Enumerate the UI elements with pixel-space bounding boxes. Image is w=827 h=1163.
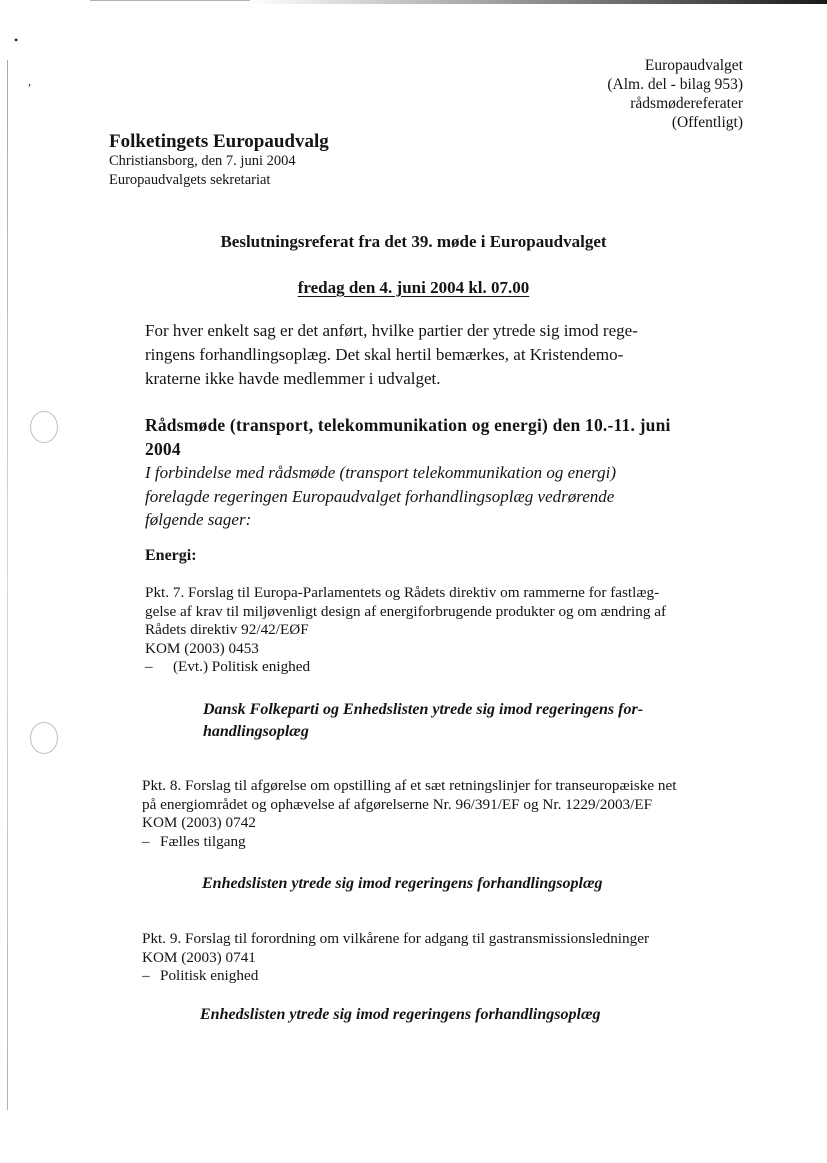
scan-edge-line	[90, 0, 250, 1]
scan-speck: •	[14, 33, 19, 47]
section-description-line: følgende sager:	[145, 510, 252, 529]
agenda-item-line: Pkt. 8. Forslag til afgørelse om opstilling af et sæt retningslinjer for transeuropæiske net	[142, 777, 677, 794]
sender-name: Folketingets Europaudvalg	[109, 131, 329, 152]
sender-place-date: Christiansborg, den 7. juni 2004	[109, 153, 296, 169]
agenda-item-line: Pkt. 7. Forslag til Europa-Parlamentets og Rådets direktiv om rammerne for fastlæg-	[145, 584, 660, 601]
section-heading-line: Rådsmøde (transport, telekommunikation og energi) den 10.-11. juni	[145, 415, 671, 435]
agenda-item-line: KOM (2003) 0741	[142, 948, 256, 966]
sender-office: Europaudvalgets sekretariat	[109, 172, 271, 188]
intro-paragraph	[145, 319, 705, 391]
punch-hole	[30, 411, 58, 443]
status-text: Politisk enighed	[160, 967, 259, 984]
section-description	[145, 461, 705, 532]
party-objection	[202, 873, 722, 895]
agenda-item-status	[145, 658, 745, 677]
document-reference	[607, 56, 743, 132]
section-heading-line: 2004	[145, 439, 181, 459]
agenda-item	[145, 584, 745, 677]
reference-status: (Offentligt)	[671, 114, 743, 131]
meeting-date: fredag den 4. juni 2004 kl. 07.00	[297, 278, 530, 297]
agenda-item-line: på energiområdet og ophævelse af afgørelserne Nr. 96/391/EF og Nr. 1229/2003/EF	[142, 795, 653, 813]
party-objection	[203, 699, 723, 743]
intro-line: ringens forhandlingsoplæg. Det skal hertil bemærkes, at Kristendemo-	[145, 345, 624, 364]
agenda-item-line: KOM (2003) 0742	[142, 814, 256, 831]
party-objection-line: Enhedslisten ytrede sig imod regeringens forhandlingsoplæg	[202, 875, 603, 892]
document-title: Beslutningsreferat fra det 39. møde i Europaudvalget	[220, 232, 607, 251]
agenda-item-status	[142, 833, 762, 852]
scan-speck: ,	[28, 74, 31, 88]
category-heading: Energi:	[145, 547, 197, 564]
status-text: Fælles tilgang	[160, 832, 246, 850]
status-dash: –	[145, 658, 153, 675]
agenda-item	[142, 777, 762, 851]
agenda-item-line: Pkt. 9. Forslag til forordning om vilkårene for adgang til gastransmissionsledninger	[142, 930, 650, 947]
intro-line: For hver enkelt sag er det anført, hvilke partier der ytrede sig imod rege-	[145, 321, 638, 340]
agenda-item-line: KOM (2003) 0453	[145, 639, 259, 657]
reference-type: rådsmødereferater	[630, 95, 743, 112]
agenda-item-line: gelse af krav til miljøvenligt design af energiforbrugende produkter og om ændring af	[145, 602, 667, 620]
agenda-item-status	[142, 967, 762, 986]
section-description-line: forelagde regeringen Europaudvalget forhandlingsoplæg vedrørende	[145, 486, 615, 506]
party-objection-line: handlingsoplæg	[203, 723, 309, 740]
status-dash: –	[142, 967, 150, 984]
section-heading	[145, 413, 715, 461]
status-text: (Evt.) Politisk enighed	[173, 658, 311, 675]
section-description-line: I forbindelse med rådsmøde (transport telekommunikation og energi)	[145, 463, 617, 482]
scan-edge-shadow	[250, 0, 827, 4]
party-objection-line: Dansk Folkeparti og Enhedslisten ytrede sig imod regeringens for-	[203, 701, 644, 718]
agenda-item	[142, 930, 762, 986]
reference-committee: Europaudvalget	[644, 57, 743, 74]
party-objection	[200, 1004, 720, 1026]
scan-margin-line	[7, 60, 8, 1110]
intro-line: kraterne ikke havde medlemmer i udvalget.	[145, 369, 441, 388]
punch-hole	[30, 722, 58, 754]
agenda-item-line: Rådets direktiv 92/42/EØF	[145, 621, 309, 638]
reference-appendix: (Alm. del - bilag 953)	[607, 76, 743, 93]
party-objection-line: Enhedslisten ytrede sig imod regeringens forhandlingsoplæg	[200, 1006, 601, 1023]
status-dash: –	[142, 832, 150, 850]
